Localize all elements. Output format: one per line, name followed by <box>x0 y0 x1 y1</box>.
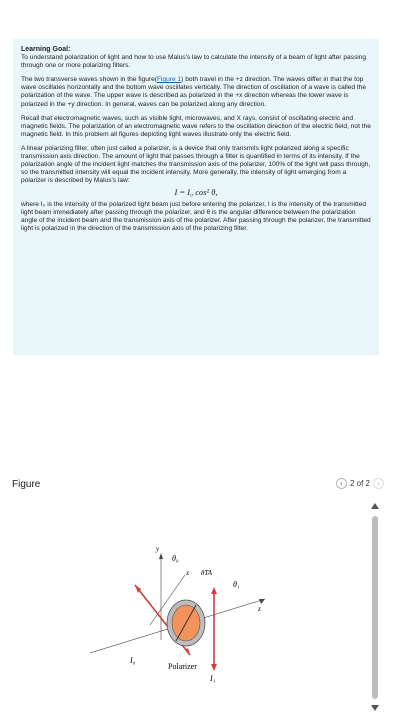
x-axis-label: x <box>186 569 190 577</box>
next-figure-button[interactable]: › <box>373 478 384 489</box>
scroll-thumb[interactable] <box>372 516 378 699</box>
learning-goal-intro: To understand polarization of light and how to use Malus's law to calculate the intensity of a beam of light after passing through one or more polarizing filters. <box>21 54 367 70</box>
previous-figure-button[interactable]: ‹ <box>336 478 347 489</box>
figure-page-indicator: 2 of 2 <box>349 479 370 488</box>
polarizer-label: Polarizer <box>168 662 197 671</box>
y-axis-arrow-icon <box>159 553 163 559</box>
theta1-label: θ₁ <box>233 580 240 589</box>
malus-law-formula: I = I₀ cos² θ, <box>174 187 218 198</box>
figure-1-link[interactable]: Figure 1 <box>156 76 182 84</box>
I1-label: I₁ <box>210 674 216 683</box>
thetaTA-label: θTA <box>201 569 213 577</box>
paragraph-definitions: where I₀ is the intensity of the polarized light beam just before entering the polarizer, I is the intensity of the transmitted light beam immediately after passing through the polarizer, and θ is the angular difference between the polarization angle of the incident beam and the transmission axis of the polarizer. After passing through the polarizer, the transmitted light is polarized in the direction of the transmission axis of the polarizing filter. <box>21 200 371 232</box>
I0-label: I₀ <box>130 656 136 665</box>
scroll-up-arrow-icon[interactable] <box>371 503 379 509</box>
learning-goal-panel <box>13 39 379 355</box>
polarizer-diagram <box>90 535 290 685</box>
transmitted-arrow-bottom-icon <box>211 664 217 671</box>
z-axis-arrow-icon <box>259 599 265 604</box>
paragraph-polarizer: A linear polarizing filter, often just called a polarizer, is a device that only transmits light polarized along a specific transmission axis direction. The amount of light that passes through a filter is quantified in terms of its intensity. If the polarization angle of the incident light matches the transmission axis of the polarizer, 100% of the light will pass through, so the transmitted intensity will equal the incident intensity. More generally, the intensity of light emerging from a polarizer is described by Malus's law: <box>21 144 371 185</box>
z-axis-label: z <box>258 605 261 613</box>
polarizer-figure <box>90 535 290 685</box>
figure-scrollbar[interactable] <box>371 503 379 711</box>
y-axis-label: y <box>156 545 160 553</box>
learning-goal-title: Learning Goal: <box>21 46 71 53</box>
paragraph-em-waves: Recall that electromagnetic waves, such as visible light, microwaves, and X rays, consist of oscillating electric and magnetic fields. The polarization of an electromagnetic wave refers to the oscillation direction of the electric field, not the magnetic field. In this problem all figures depicting light waves illustrate only the electric field. <box>21 114 371 138</box>
figure-heading: Figure <box>12 479 41 490</box>
scroll-down-arrow-icon[interactable] <box>371 705 379 711</box>
paragraph-waves: The two transverse waves shown in the figure(Figure 1) both travel in the +z direction. The waves differ in that the top wave oscillates horizontally and the bottom wave oscillates vertically. The direction of oscillation of a wave is called the polarization of the wave. The upper wave is described as polarized in the +x direction whereas the lower wave is polarized in the +y direction. In general, waves can be polarized along any direction. <box>21 76 366 108</box>
figure-pager <box>336 478 384 489</box>
transmitted-arrow-top-icon <box>211 587 217 594</box>
theta0-label: θ₀ <box>172 554 179 563</box>
